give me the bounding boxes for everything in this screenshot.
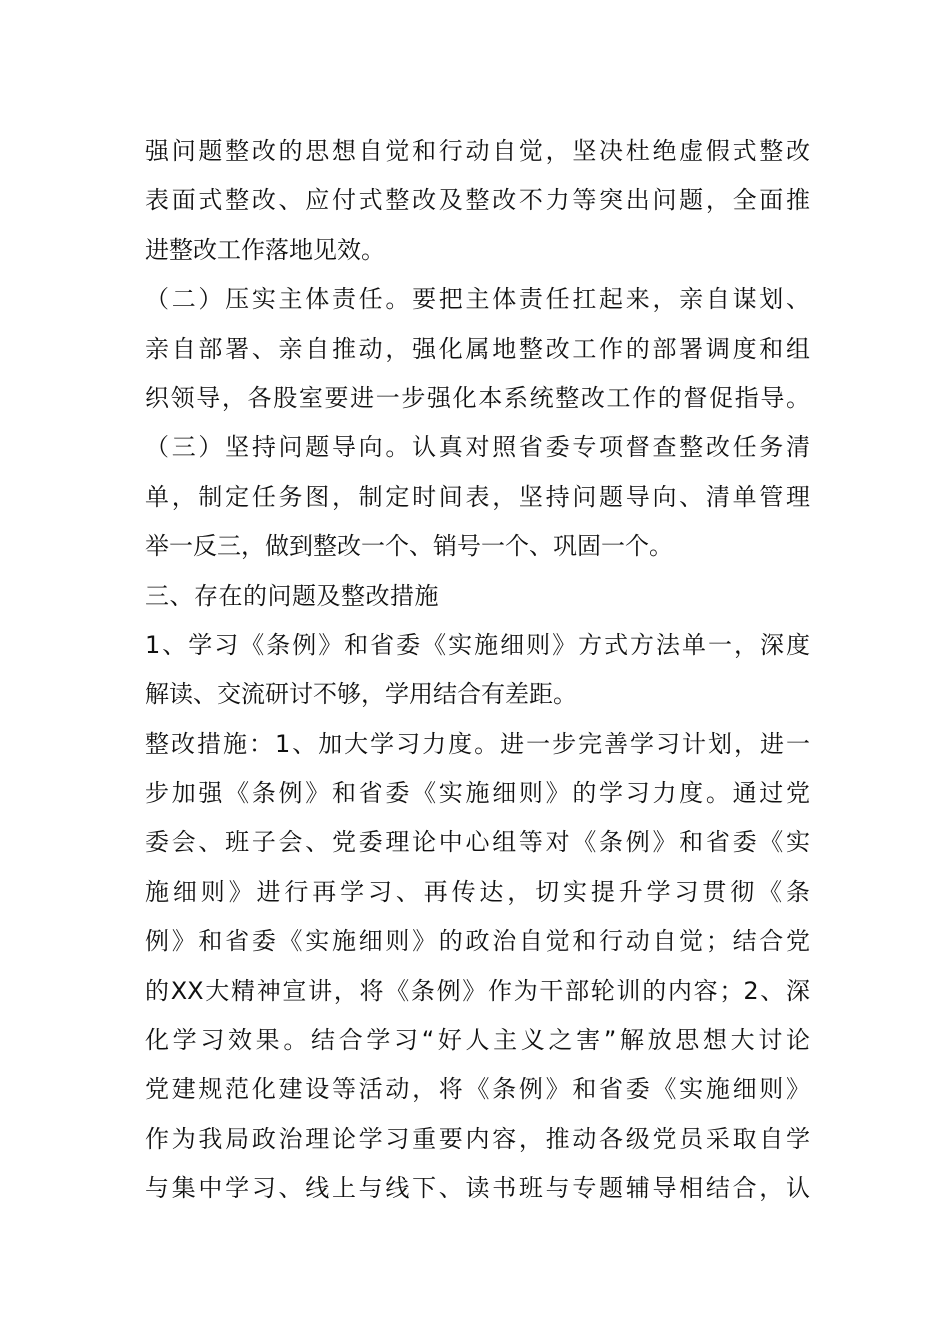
paragraph-line: 的XX大精神宣讲，将《条例》作为干部轮训的内容；2、深 <box>145 976 810 1005</box>
paragraph-line: 施细则》进行再学习、再传达，切实提升学习贯彻《条 <box>145 877 810 906</box>
paragraph-line: 进整改工作落地见效。 <box>145 235 385 264</box>
paragraph-line: 强问题整改的思想自觉和行动自觉，坚决杜绝虚假式整改 <box>145 137 810 165</box>
paragraph-line: 表面式整改、应付式整改及整改不力等突出问题，全面推 <box>145 186 810 215</box>
paragraph-line: 委会、班子会、党委理论中心组等对《条例》和省委《实 <box>145 828 810 857</box>
paragraph-line: 作为我局政治理论学习重要内容，推动各级党员采取自学 <box>145 1124 810 1153</box>
paragraph-line: 党建规范化建设等活动，将《条例》和省委《实施细则》 <box>145 1075 810 1104</box>
section-heading: 三、存在的问题及整改措施 <box>145 581 439 610</box>
paragraph-line: 与集中学习、线上与线下、读书班与专题辅导相结合，认 <box>145 1174 810 1203</box>
paragraph-line: 举一反三，做到整改一个、销号一个、巩固一个。 <box>145 532 673 561</box>
paragraph-line: （二）压实主体责任。要把主体责任扛起来，亲自谋划、 <box>145 285 810 314</box>
paragraph-line: 1、学习《条例》和省委《实施细则》方式方法单一，深度 <box>145 630 810 659</box>
paragraph-line: 解读、交流研讨不够，学用结合有差距。 <box>145 680 577 709</box>
paragraph-line: 化学习效果。结合学习“好人主义之害”解放思想大讨论 <box>145 1026 810 1055</box>
paragraph-line: （三）坚持问题导向。认真对照省委专项督查整改任务清 <box>145 433 810 462</box>
paragraph-line: 单，制定任务图，制定时间表，坚持问题导向、清单管理 <box>145 482 810 511</box>
paragraph-line: 织领导，各股室要进一步强化本系统整改工作的督促指导。 <box>145 383 810 412</box>
paragraph-line: 步加强《条例》和省委《实施细则》的学习力度。通过党 <box>145 779 810 808</box>
paragraph-line: 整改措施：1、加大学习力度。进一步完善学习计划，进一 <box>145 729 810 758</box>
document-body <box>145 127 810 1214</box>
paragraph-line: 亲自部署、亲自推动，强化属地整改工作的部署调度和组 <box>145 334 810 363</box>
paragraph-line: 例》和省委《实施细则》的政治自觉和行动自觉；结合党 <box>145 927 810 956</box>
